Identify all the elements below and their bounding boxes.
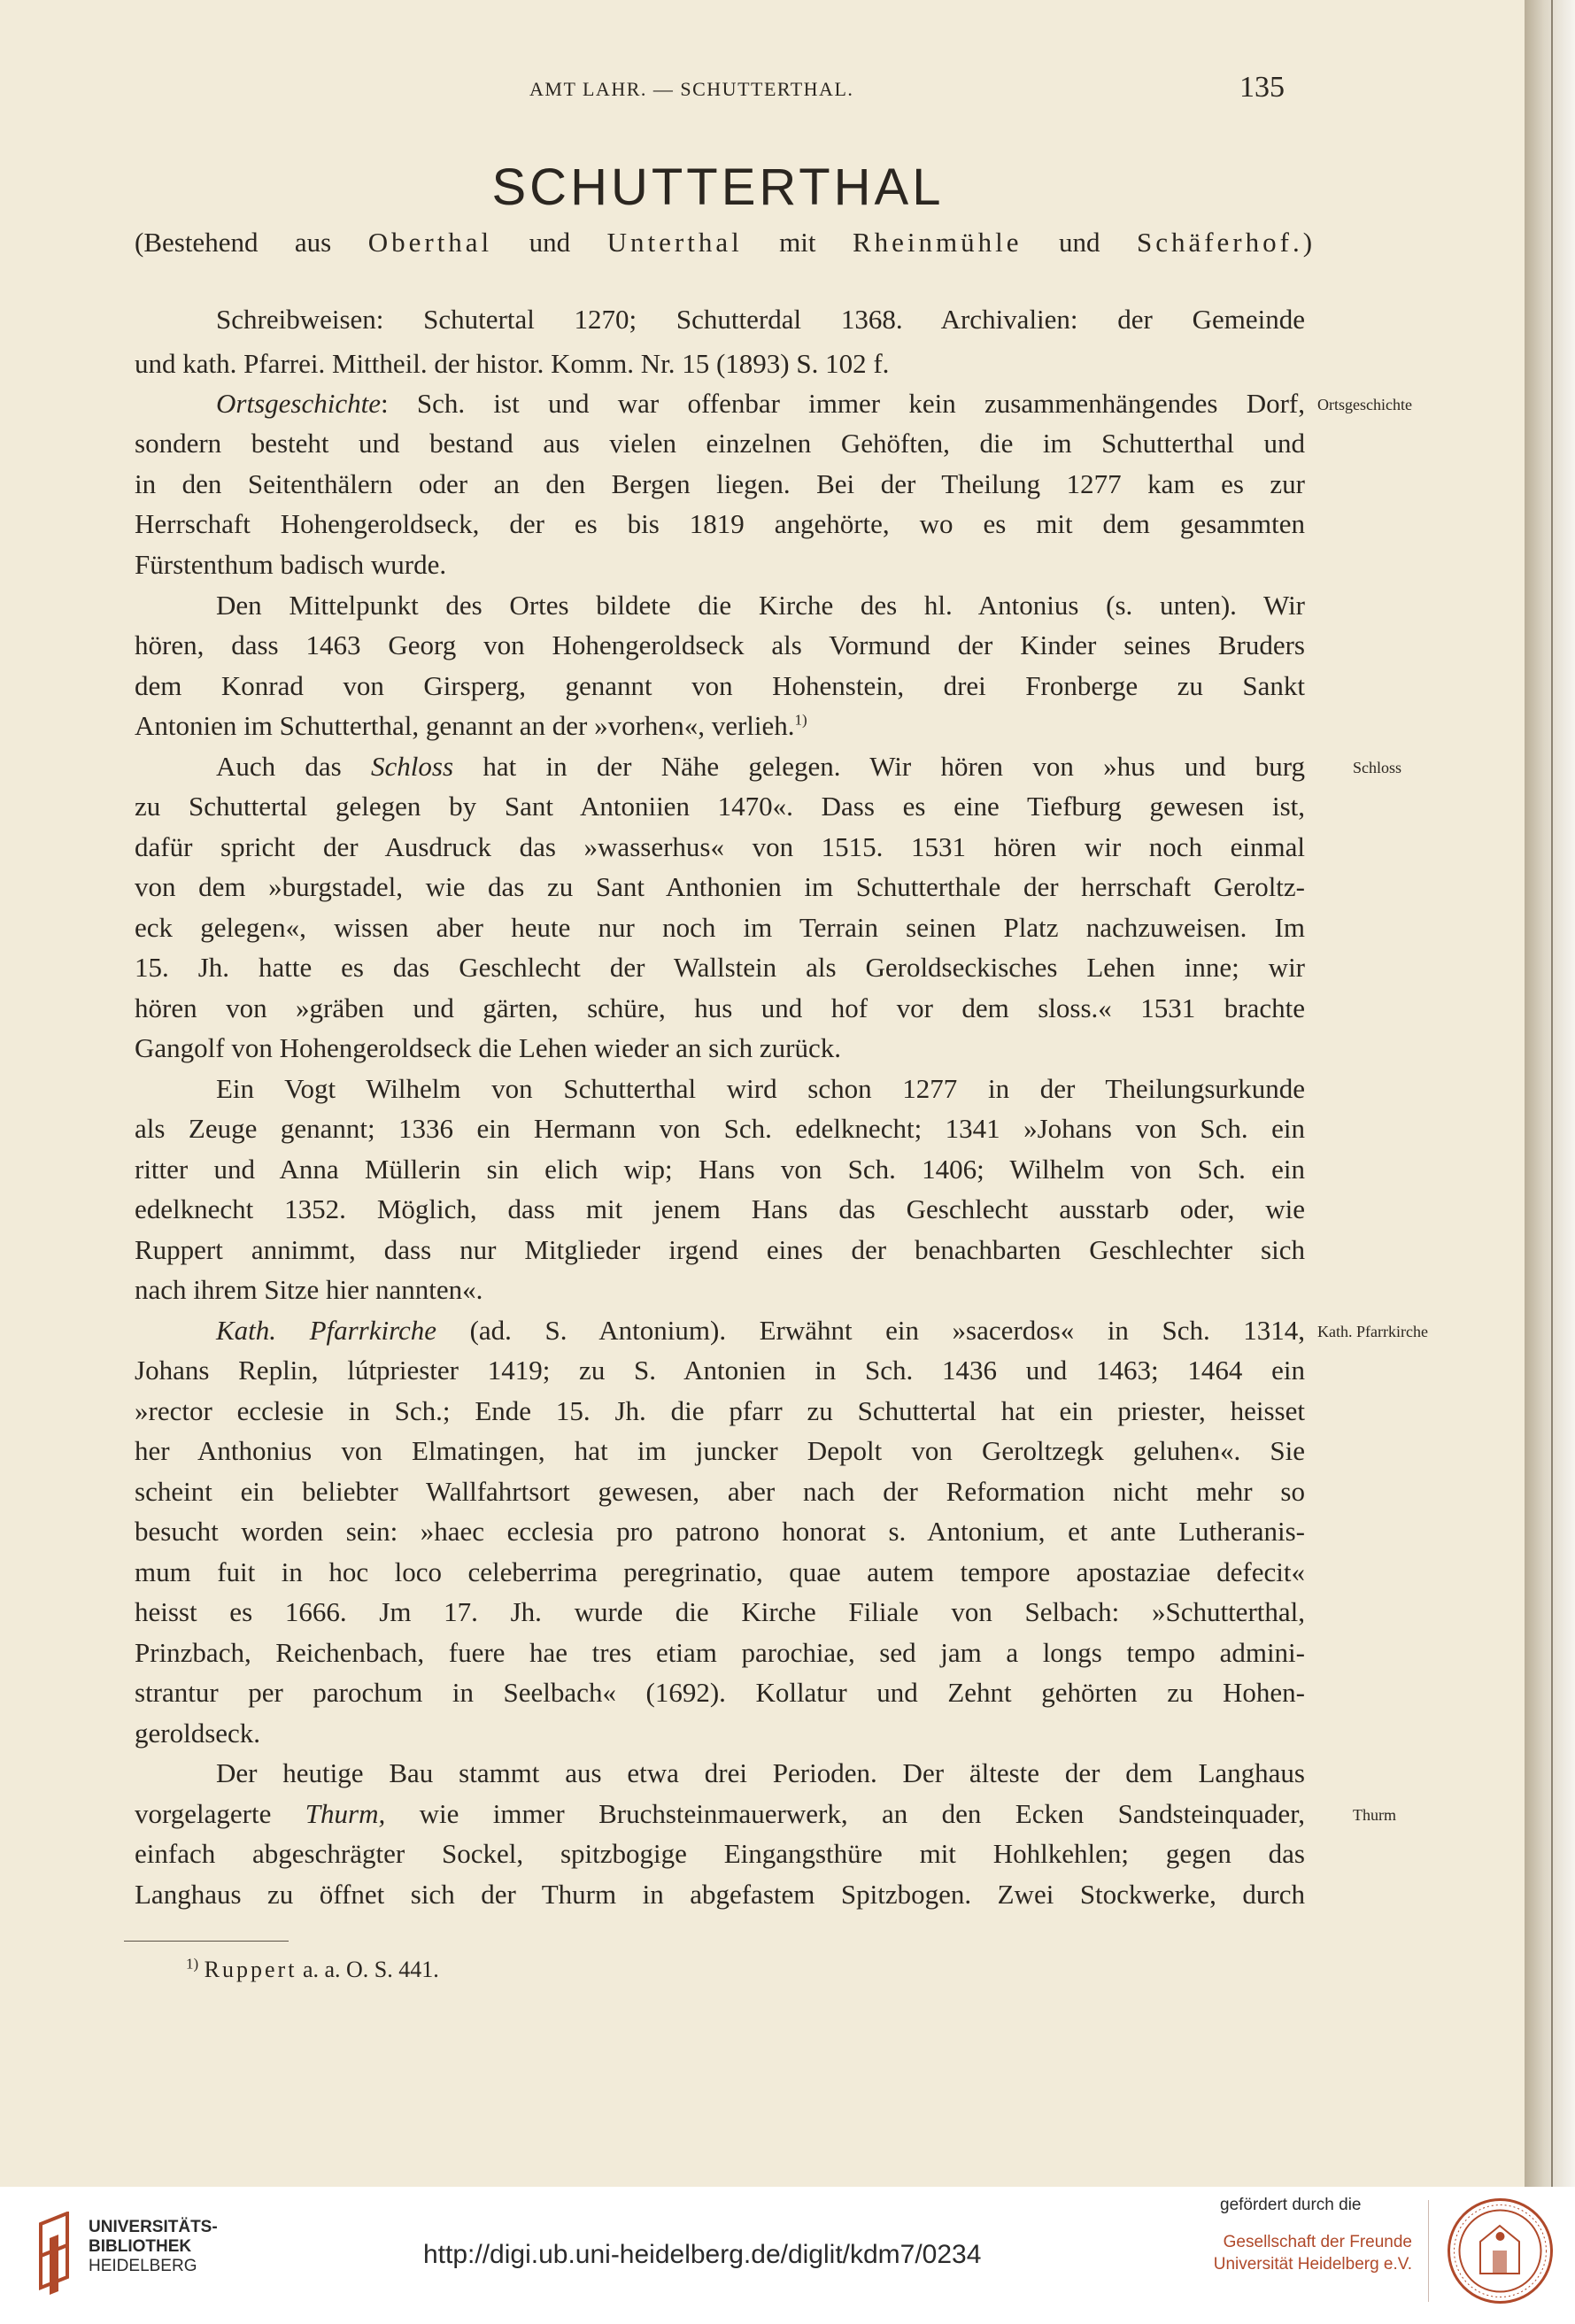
text-line: Gangolf von Hohengeroldseck die Lehen wieder an sich zurück. (135, 1032, 841, 1063)
text-line: Den Mittelpunkt des Ortes bildete die Kirche des hl. Antonius (s. unten). Wir (216, 590, 1305, 621)
text-line: scheint ein beliebter Wallfahrtsort gewesen, aber nach der Reformation nicht mehr so (135, 1476, 1305, 1507)
university-seal-icon (1445, 2196, 1556, 2306)
footnote-author: Ruppert (204, 1957, 297, 1982)
footnote-marker: 1) (186, 1955, 199, 1973)
spine-edge (1551, 0, 1553, 2187)
text-line: dafür spricht der Ausdruck das »wasserhus« von 1515. 1531 hören wir noch einmal (135, 831, 1305, 862)
footnote-ref: 1) (794, 711, 807, 729)
text-line: Schreibweisen: Schutertal 1270; Schutterdal 1368. Archivalien: der Gemeinde (216, 304, 1305, 335)
lead-pfarrkirche: Kath. Pfarrkirche (216, 1315, 437, 1346)
text-segment: wie immer Bruchsteinmauerwerk, an den Ecken Sandsteinquader, (419, 1798, 1306, 1829)
subtitle (135, 227, 1312, 259)
text-line: 15. Jh. hatte es das Geschlecht der Wallstein als Geroldseckisches Lehen inne; wir (135, 952, 1305, 983)
text-line: Prinzbach, Reichenbach, fuere hae tres etiam parochiae, sed jam a longs tempo admini- (135, 1637, 1305, 1668)
text-line: »rector ecclesie in Sch.; Ende 15. Jh. die pfarr zu Schuttertal hat ein priester, heisset (135, 1395, 1305, 1426)
text-segment: Sch. ist und war offenbar immer kein zusammenhängendes Dorf, (416, 388, 1305, 419)
text-line: einfach abgeschrägter Sockel, spitzbogige Eingangsthüre mit Hohlkehlen; gegen das (135, 1838, 1305, 1869)
text-line (135, 1796, 1305, 1832)
subtitle-unterthal: Unterthal (606, 227, 743, 258)
sponsor-line-2: Universität Heidelberg e.V. (1213, 2255, 1412, 2274)
subtitle-rheinmuehle: Rheinmühle (852, 227, 1023, 258)
margin-note-schloss: Schloss (1353, 759, 1402, 776)
sponsor-caption: gefördert durch die (1220, 2196, 1362, 2214)
sponsor-line-1: Gesellschaft der Freunde (1223, 2233, 1412, 2251)
margin-note-pfarrkirche: Kath. Pfarrkirche (1317, 1323, 1428, 1340)
subtitle-close: ) (1302, 227, 1313, 258)
subtitle-und-2: und (1059, 227, 1100, 258)
lead-schloss: Schloss (371, 751, 454, 782)
ub-heidelberg-logo-icon (37, 2212, 76, 2300)
text-segment: hat in der Nähe gelegen. Wir hören von »hus und burg (483, 751, 1305, 782)
sponsor-name (1213, 2231, 1412, 2275)
library-line-1: UNIVERSITÄTS- (89, 2218, 218, 2236)
text-segment: Antonien im Schutterthal, genannt an der »vorhen«, verlieh. (135, 710, 795, 741)
margin-note-ortsgeschichte: Ortsgeschichte (1317, 396, 1412, 413)
text-line (216, 749, 1305, 784)
text-segment: (ad. S. Antonium). Erwähnt ein »sacerdos« in Sch. 1314, (469, 1315, 1305, 1346)
text-line: strantur per parochum in Seelbach« (1692). Kollatur und Zehnt gehörten zu Hohen- (135, 1677, 1305, 1708)
text-line: besucht worden sein: »haec ecclesia pro patrono honorat s. Antonium, et ante Lutheranis- (135, 1516, 1305, 1547)
page-title: SCHUTTERTHAL (491, 158, 945, 216)
text-line: heisst es 1666. Jm 17. Jh. wurde die Kirche Filiale von Selbach: »Schutterthal, (135, 1596, 1305, 1627)
text-line: eck gelegen«, wissen aber heute nur noch im Terrain seinen Platz nachzuweisen. Im (135, 912, 1305, 943)
text-line: von dem »burgstadel, wie das zu Sant Anthonien im Schutterthale der herrschaft Geroltz- (135, 871, 1305, 902)
text-line: hören, dass 1463 Georg von Hohengeroldseck als Vormund der Kinder seines Bruders (135, 629, 1305, 660)
library-line-2: BIBLIOTHEK (89, 2237, 192, 2256)
text-line: hören von »gräben und gärten, schüre, hus und hof vor dem sloss.« 1531 brachte (135, 992, 1305, 1023)
library-name (89, 2218, 218, 2276)
text-line: Ruppert annimmt, dass nur Mitglieder irgend eines der benachbarten Geschlechter sich (135, 1234, 1305, 1265)
text-line: sondern besteht und bestand aus vielen einzelnen Gehöften, die im Schutterthal und (135, 428, 1305, 459)
footer-divider (1428, 2200, 1429, 2302)
text-line (216, 386, 1305, 421)
margin-note-thurm: Thurm (1353, 1806, 1396, 1824)
library-line-3: HEIDELBERG (89, 2257, 197, 2275)
text-line (135, 708, 1305, 744)
text-line: Ein Vogt Wilhelm von Schutterthal wird schon 1277 in der Theilungsurkunde (216, 1073, 1305, 1104)
text-line: geroldseck. (135, 1718, 261, 1749)
footnote (186, 1957, 439, 1983)
text-line: Fürstenthum badisch wurde. (135, 549, 447, 580)
text-line: Langhaus zu öffnet sich der Thurm in abgefastem Spitzbogen. Zwei Stockwerke, durch (135, 1879, 1305, 1910)
lead-colon: : (380, 388, 389, 419)
text-line: zu Schuttertal gelegen by Sant Antoniien 1470«. Dass es eine Tiefburg gewesen ist, (135, 791, 1305, 822)
text-line: in den Seitenthälern oder an den Bergen liegen. Bei der Theilung 1277 kam es zur (135, 468, 1305, 499)
text-line: Der heutige Bau stammt aus etwa drei Perioden. Der älteste der dem Langhaus (216, 1757, 1305, 1788)
footnote-text: a. a. O. S. 441. (302, 1957, 439, 1982)
permalink-url[interactable]: http://digi.ub.uni-heidelberg.de/diglit/kdm7/0234 (423, 2240, 982, 2269)
subtitle-oberthal: Oberthal (367, 227, 493, 258)
text-line: nach ihrem Sitze hier nannten«. (135, 1274, 483, 1305)
lead-thurm: Thurm, (305, 1798, 386, 1829)
book-spine-shadow (1525, 0, 1575, 2187)
running-head: AMT LAHR. — SCHUTTERTHAL. (529, 78, 854, 100)
text-segment: vorgelagerte (135, 1798, 272, 1829)
text-line: her Anthonius von Elmatingen, hat im juncker Depolt von Geroltzegk geluhen«. Sie (135, 1435, 1305, 1466)
text-line: Herrschaft Hohengeroldseck, der es bis 1819 angehörte, wo es mit dem gesammten (135, 508, 1305, 539)
subtitle-mit: mit (779, 227, 816, 258)
text-line: als Zeuge genannt; 1336 ein Hermann von Sch. edelknecht; 1341 »Johans von Sch. ein (135, 1113, 1305, 1144)
subtitle-und: und (529, 227, 571, 258)
text-line: Johans Replin, lútpriester 1419; zu S. Antonien in Sch. 1436 und 1463; 1464 ein (135, 1355, 1305, 1386)
text-line: dem Konrad von Girsperg, genannt von Hohenstein, drei Fronberge zu Sankt (135, 670, 1305, 701)
text-line (216, 1313, 1305, 1348)
text-line: ritter und Anna Müllerin sin elich wip; Hans von Sch. 1406; Wilhelm von Sch. ein (135, 1154, 1305, 1185)
subtitle-open: (Bestehend aus (135, 227, 332, 258)
footnote-rule (124, 1941, 289, 1942)
text-line: mum fuit in hoc loco celeberrima peregrinatio, quae autem tempore apostaziae defecit« (135, 1556, 1305, 1587)
lead-ortsgeschichte: Ortsgeschichte (216, 388, 381, 419)
text-segment: Auch das (216, 751, 342, 782)
text-line: edelknecht 1352. Möglich, dass mit jenem Hans das Geschlecht ausstarb oder, wie (135, 1193, 1305, 1224)
text-line: und kath. Pfarrei. Mittheil. der histor. Komm. Nr. 15 (1893) S. 102 f. (135, 348, 890, 379)
subtitle-schaeferhof: Schäferhof. (1136, 227, 1303, 258)
page-number: 135 (1239, 71, 1285, 104)
